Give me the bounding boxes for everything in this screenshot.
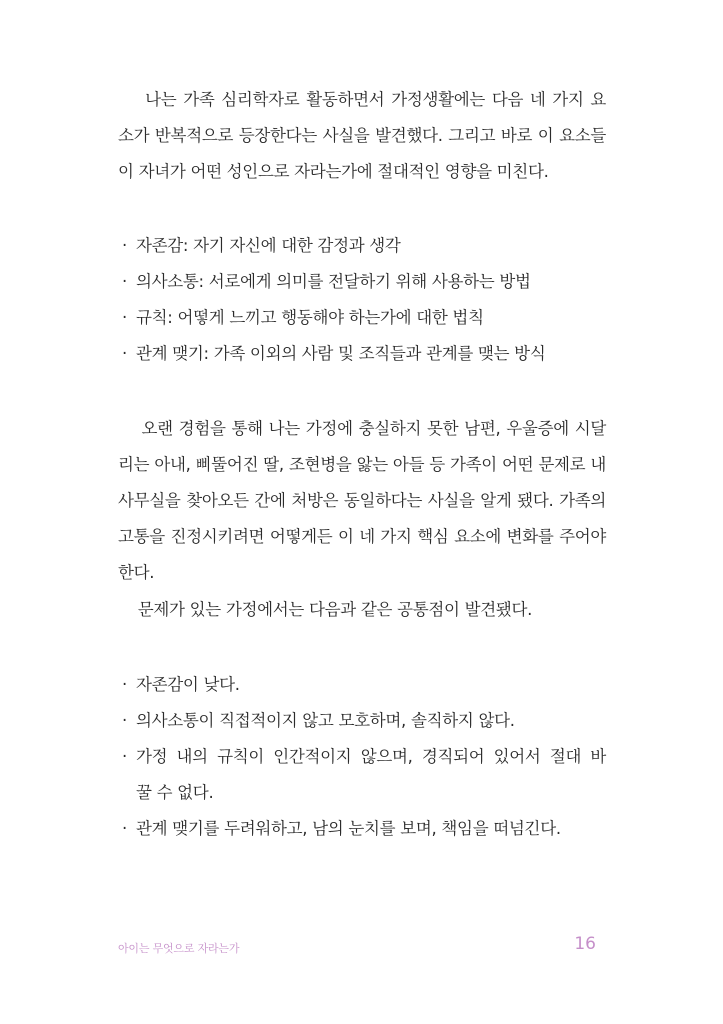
page-number: 16 (574, 934, 596, 954)
list-2-item-text: 꿀 수 없다. (136, 783, 214, 802)
bullet-icon: · (122, 819, 127, 838)
list-1-item-text: 의사소통: 서로에게 의미를 전달하기 위해 사용하는 방법 (136, 272, 531, 291)
list-2-item-text: 자존감이 낮다. (136, 675, 240, 694)
list-2-item (122, 817, 606, 841)
list-1-item (122, 306, 606, 330)
footer-book-title: 아이는 무엇으로 자라는가 (118, 942, 240, 955)
bullet-icon: · (122, 308, 127, 327)
list-1-item-text: 규칙: 어떻게 느끼고 행동해야 하는가에 대한 법칙 (136, 308, 484, 327)
list-1-item (122, 342, 606, 366)
list-1-item (122, 234, 606, 258)
paragraph-2-line-5: 한다. (118, 563, 155, 582)
list-2-item-continuation (122, 781, 606, 805)
list-1-item-text: 자존감: 자기 자신에 대한 감정과 생각 (136, 236, 401, 255)
list-2-item-text: 의사소통이 직접적이지 않고 모호하며, 솔직하지 않다. (136, 711, 515, 730)
list-2-item (122, 745, 606, 769)
list-2-item (122, 709, 606, 733)
paragraph-1-line-2: 소가 반복적으로 등장한다는 사실을 발견했다. 그리고 바로 이 요소들 (118, 126, 606, 145)
bullet-icon: · (122, 236, 127, 255)
list-2-item-text: 관계 맺기를 두려워하고, 남의 눈치를 보며, 책임을 떠넘긴다. (136, 819, 561, 838)
bullet-icon: · (122, 711, 127, 730)
bullet-icon: · (122, 344, 127, 363)
list-2-item-text: 가정 내의 규칙이 인간적이지 않으며, 경직되어 있어서 절대 바 (136, 747, 606, 766)
bullet-icon: · (122, 272, 127, 291)
paragraph-2-line-2: 리는 아내, 삐뚤어진 딸, 조현병을 앓는 아들 등 가족이 어떤 문제로 내 (118, 455, 606, 474)
bullet-icon: · (122, 747, 127, 766)
list-1-item-text: 관계 맺기: 가족 이외의 사람 및 조직들과 관계를 맺는 방식 (136, 344, 546, 363)
paragraph-1-line-3: 이 자녀가 어떤 성인으로 자라는가에 절대적인 영향을 미친다. (118, 162, 549, 181)
list-1-item (122, 270, 606, 294)
paragraph-2-line-1: 오랜 경험을 통해 나는 가정에 충실하지 못한 남편, 우울증에 시달 (118, 419, 606, 438)
paragraph-2-line-3: 사무실을 찾아오든 간에 처방은 동일하다는 사실을 알게 됐다. 가족의 (118, 491, 606, 510)
paragraph-1-line-1: 나는 가족 심리학자로 활동하면서 가정생활에는 다음 네 가지 요 (118, 90, 606, 109)
paragraph-2-line-4: 고통을 진정시키려면 어떻게든 이 네 가지 핵심 요소에 변화를 주어야 (118, 527, 606, 546)
bullet-icon: · (122, 675, 127, 694)
paragraph-3: 문제가 있는 가정에서는 다음과 같은 공통점이 발견됐다. (118, 600, 533, 619)
list-2-item (122, 673, 606, 697)
